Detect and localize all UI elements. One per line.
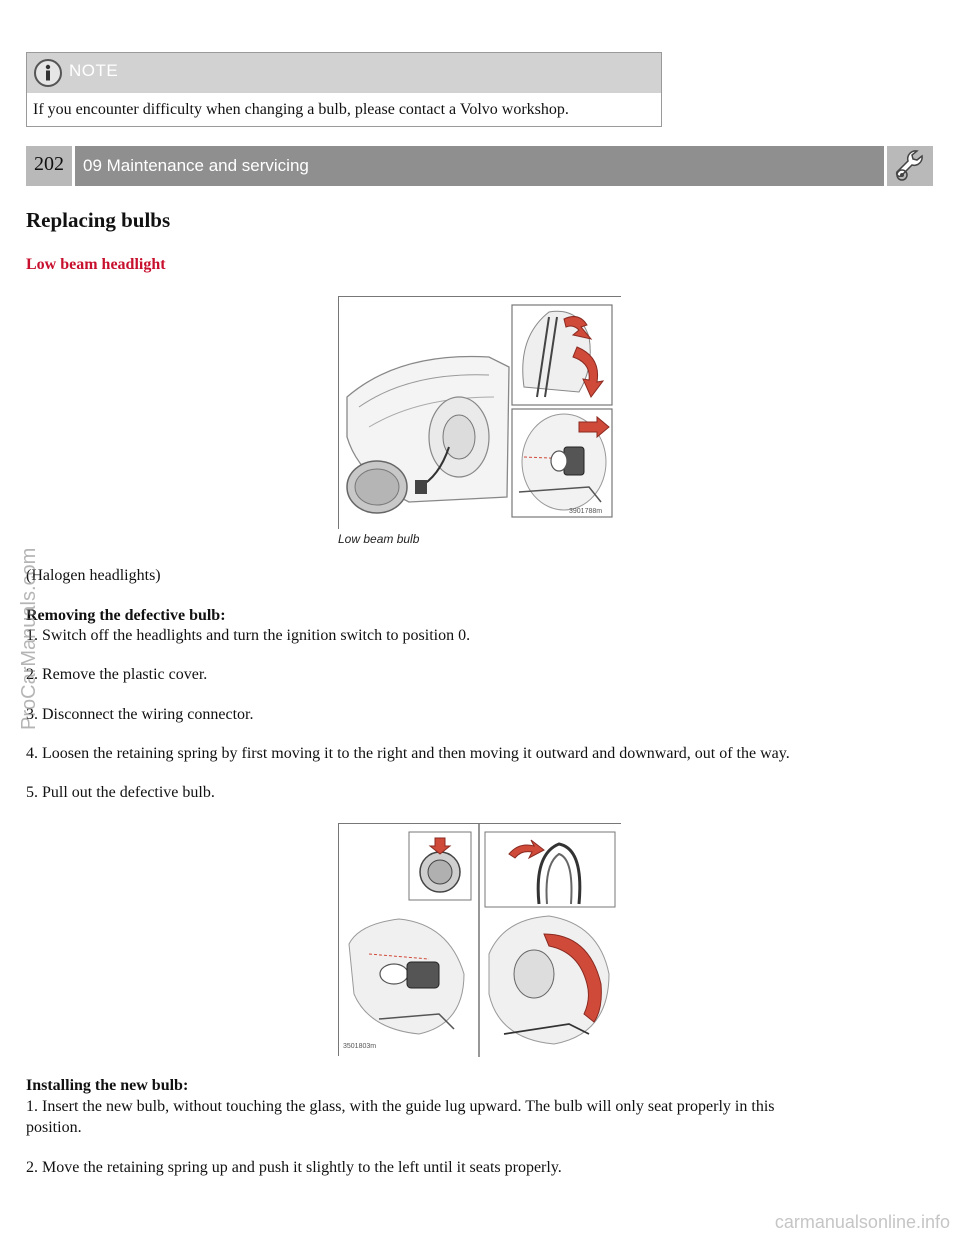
installing-step-1-line-1: 1. Insert the new bulb, without touching the glass, with the guide lug upward. The bulb will only seat properly in this — [26, 1098, 775, 1115]
section-title: Replacing bulbs — [26, 208, 171, 232]
page-number: 202 — [26, 146, 72, 186]
removing-step-5: 5. Pull out the defective bulb. — [26, 784, 215, 801]
figure1-code: 3901788m — [569, 508, 603, 515]
removing-step-2: 2. Remove the plastic cover. — [26, 666, 208, 683]
bulb-install-illustration — [338, 823, 621, 1056]
note-title: NOTE — [69, 61, 119, 80]
chapter-title: 09 Maintenance and servicing — [83, 156, 309, 175]
figure1-caption: Low beam bulb — [338, 532, 420, 546]
subheading-low-beam: Low beam headlight — [26, 256, 166, 273]
halogen-note: (Halogen headlights) — [26, 567, 161, 584]
side-watermark — [18, 547, 54, 730]
removing-step-1: 1. Switch off the headlights and turn the ignition switch to position 0. — [26, 627, 471, 644]
note-text: If you encounter difficulty when changing a bulb, please contact a Volvo workshop. — [33, 101, 569, 118]
removing-heading: Removing the defective bulb: — [26, 607, 226, 624]
installing-step-1-line-2: position. — [26, 1119, 82, 1136]
installing-heading: Installing the new bulb: — [26, 1077, 189, 1094]
chapter-header-bar — [26, 146, 933, 186]
figure2-code: 3501803m — [343, 1043, 377, 1050]
installing-step-2: 2. Move the retaining spring up and push it slightly to the left until it seats properly. — [26, 1159, 562, 1176]
low-beam-illustration — [338, 296, 621, 529]
removing-step-3: 3. Disconnect the wiring connector. — [26, 706, 254, 723]
chapter-title-bar — [75, 146, 884, 186]
chapter-icon-box — [887, 146, 933, 186]
note-box — [26, 52, 662, 127]
footer-watermark: carmanualsonline.info — [774, 1212, 950, 1232]
info-icon — [33, 58, 63, 88]
wrench-icon — [887, 146, 933, 186]
note-header — [27, 53, 661, 93]
side-watermark-text: ProCarManuals.com — [18, 547, 40, 730]
removing-step-4: 4. Loosen the retaining spring by first moving it to the right and then moving it outward and downward, out of the way. — [26, 745, 790, 762]
